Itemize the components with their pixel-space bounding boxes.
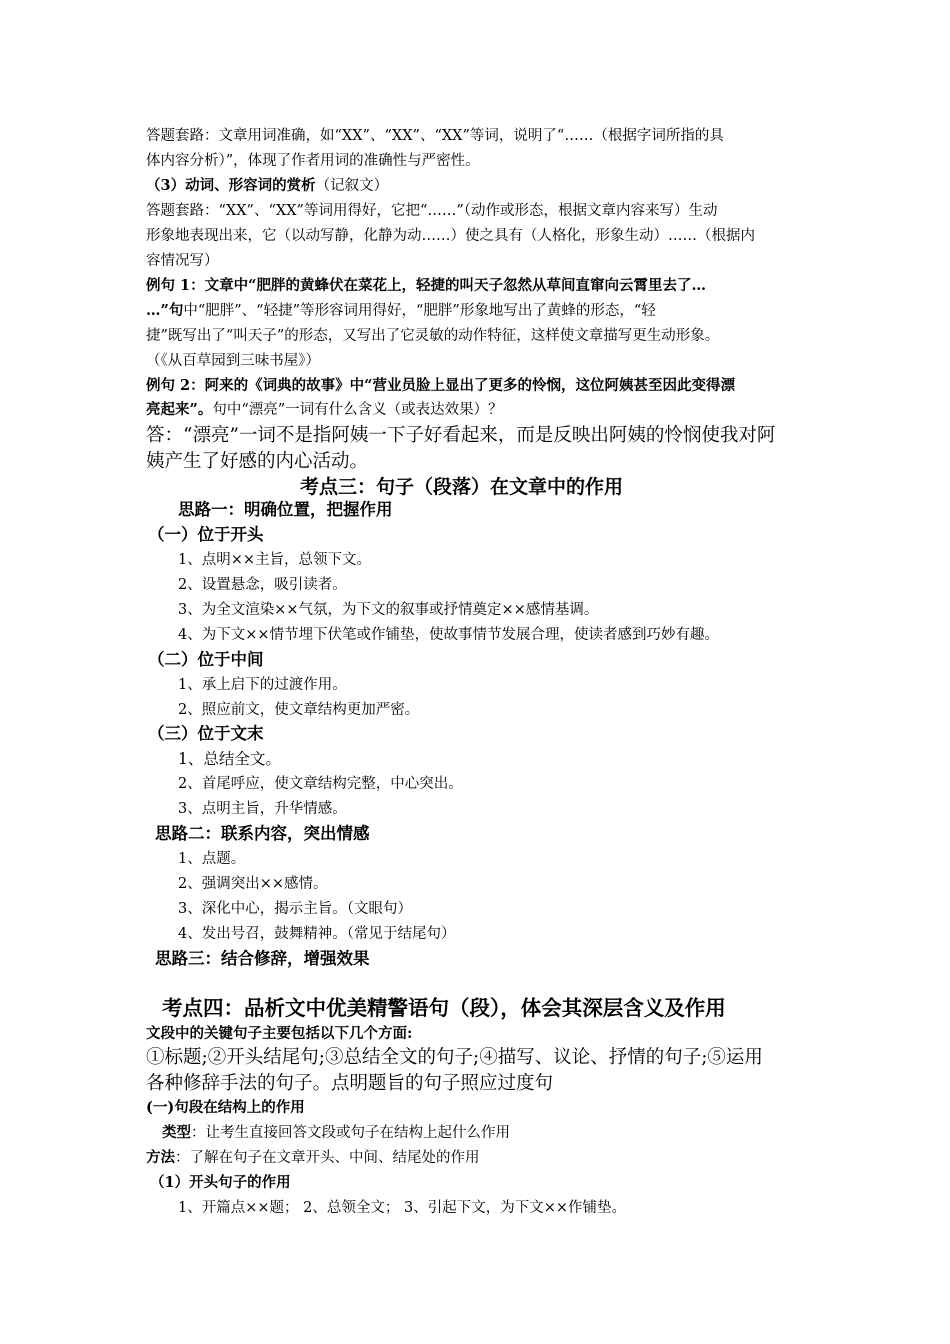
text-line xyxy=(146,400,503,420)
section-title: 考点三：句子（段落）在文章中的作用 xyxy=(300,476,624,498)
section-title: 考点四：品析文中优美精警语句（段），体会其深层含义及作用 xyxy=(162,996,726,1020)
list-item: 1、点题。 xyxy=(178,851,246,867)
list-item: 4、发出号召，鼓舞精神。（常见于结尾句） xyxy=(178,926,456,942)
text-line xyxy=(146,301,656,321)
position-heading: （一）位于开头 xyxy=(148,525,264,544)
list-item: 1、开篇点××题； 2、总领全文； 3、引起下文，为下文××作铺垫。 xyxy=(178,1200,626,1216)
list-item: 2、首尾呼应，使文章结构完整，中心突出。 xyxy=(178,776,463,792)
text-line xyxy=(162,1123,510,1143)
text-line: （《从百草园到三味书屋》） xyxy=(146,353,320,369)
text-line: 各种修辞手法的句子。点明题旨的句子照应过度句 xyxy=(146,1073,554,1094)
text-span: ：让考生直接回答文段或句子在结构上起什么作用 xyxy=(191,1125,510,1141)
list-item: 1、总结全文。 xyxy=(178,750,281,768)
answer-line: 答：“漂亮”一词不是指阿姨一下子好看起来，而是反映出阿姨的怜悯使我对阿 xyxy=(146,425,776,446)
text-span: （记叙文） xyxy=(315,178,389,194)
list-item: 1、点明××主旨，总领下文。 xyxy=(178,552,372,568)
list-item: 3、为全文渲染××气氛，为下文的叙事或抒情奠定××感情基调。 xyxy=(178,602,599,618)
list-item: 2、照应前文，使文章结构更加严密。 xyxy=(178,702,420,718)
text-line xyxy=(146,176,388,196)
subheading: （3）动词、形容词的赏析 xyxy=(146,177,316,194)
text-span: ：了解在句子在文章开头、中间、结尾处的作用 xyxy=(175,1150,480,1166)
list-item: 4、为下文××情节埋下伏笔或作铺垫，使故事情节发展合理，使读者感到巧妙有趣。 xyxy=(178,627,720,643)
text-line: 容情况写） xyxy=(146,253,219,269)
text-line: ①标题;②开头结尾句;③总结全文的句子;④描写、议论、抒情的句子;⑤运用 xyxy=(146,1047,763,1068)
position-heading: （三）位于文末 xyxy=(148,724,264,743)
text-span: 句中“漂亮”一词有什么含义（或表达效果）？ xyxy=(212,402,503,418)
text-line: 捷”既写出了“叫天子”的形态，又写出了它灵敏的动作特征，这样使文章描写更生动形象。 xyxy=(146,328,720,344)
list-item: 2、强调突出××感情。 xyxy=(178,876,328,892)
subheading: （1）开头句子的作用 xyxy=(150,1174,291,1191)
text-line: 答题套路：“XX”、“XX”等词用得好，它把“……”（动作或形态，根据文章内容来写）生动 xyxy=(146,203,718,219)
position-heading: （二）位于中间 xyxy=(148,650,264,669)
label: 方法 xyxy=(146,1149,175,1166)
text-line xyxy=(146,1148,480,1168)
text-line: 形象地表现出来，它（以动写静，化静为动……）使之具有（人格化，形象生动）……（根据内 xyxy=(146,228,755,244)
label: 类型 xyxy=(162,1124,191,1141)
list-item: 2、设置悬念，吸引读者。 xyxy=(178,577,347,593)
text-line: 体内容分析）”，体现了作者用词的准确性与严密性。 xyxy=(146,153,480,169)
approach-heading: 思路三：结合修辞，增强效果 xyxy=(155,949,370,968)
list-item: 1、承上启下的过渡作用。 xyxy=(178,677,347,693)
example-line: 例句 2：阿来的《词典的故事》中“营业员脸上显出了更多的怜悯，这位阿姨甚至因此变得漂 xyxy=(146,377,735,394)
text-line: 文段中的关键句子主要包括以下几个方面: xyxy=(146,1025,413,1042)
list-item: 3、深化中心，揭示主旨。（文眼句） xyxy=(178,901,412,917)
text-line: 答题套路：文章用词准确，如“XX”、“XX”、“XX”等词，说明了“……（根据字词所指的具 xyxy=(146,128,724,144)
approach-heading: 思路一：明确位置，把握作用 xyxy=(178,500,393,519)
example-line: 例句 1：文章中“肥胖的黄蜂伏在菜花上，轻捷的叫天子忽然从草间直窜向云霄里去了… xyxy=(146,277,706,294)
answer-line: 姨产生了好感的内心活动。 xyxy=(146,451,369,472)
text-span: 中“肥胖”、“轻捷”等形容词用得好，“肥胖”形象地写出了黄蜂的形态，“轻 xyxy=(183,303,656,319)
subheading: (一)句段在结构上的作用 xyxy=(146,1099,305,1116)
text-span: …”句 xyxy=(146,302,184,319)
list-item: 3、点明主旨，升华情感。 xyxy=(178,801,347,817)
text-span: 亮起来”。 xyxy=(146,401,213,418)
approach-heading: 思路二：联系内容，突出情感 xyxy=(155,824,370,843)
